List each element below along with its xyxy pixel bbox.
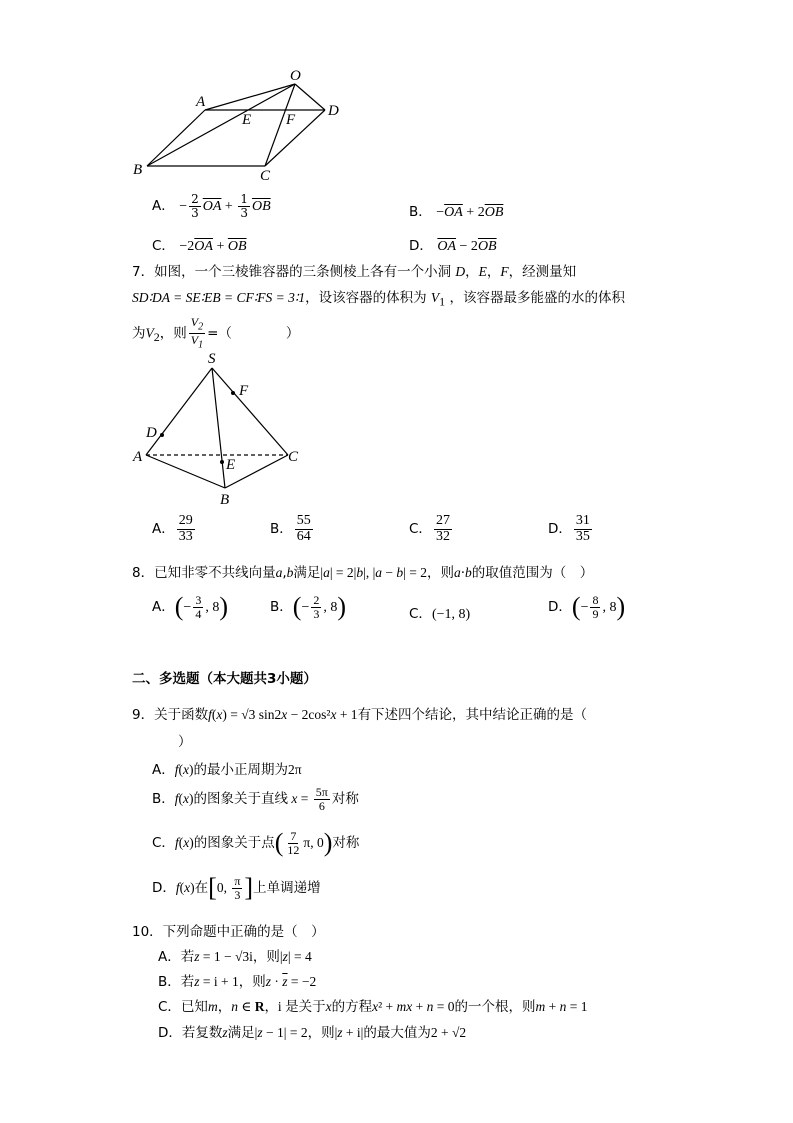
q9-stem: 9．关于函数f(x) = √3 sin2x − 2cos²x + 1有下述四个结论，其中结论正确的是（ xyxy=(132,707,588,723)
parallelogram-figure xyxy=(128,66,348,186)
q7-stem-line1: 7．如图，一个三棱锥容器的三条侧棱上各有一个小洞 D，E，F，经测量知 xyxy=(132,264,577,280)
label-B2: B xyxy=(220,492,230,508)
q8-option-d[interactable]: D．(− $\frac{8}{9}$ , 8) xyxy=(548,592,626,622)
q8-option-b[interactable]: B．(− $\frac{2}{3}$ , 8) xyxy=(270,592,347,622)
section-title: 二、多选题（本大题共3小题） xyxy=(132,671,317,687)
q9-option-b[interactable]: B．f(x)的图象关于直线 x = $\frac{5\pi}{6}$ 对称 xyxy=(152,785,359,813)
label-A: A xyxy=(196,94,206,110)
label-F2: F xyxy=(239,383,249,399)
q6-option-c[interactable]: C． $-2\overline{OA} + \overline{OB}$ xyxy=(152,238,247,254)
q9-option-a[interactable]: A．f(x)的最小正周期为2π xyxy=(152,762,302,778)
label-A2: A xyxy=(133,449,143,465)
label-D: D xyxy=(328,103,339,119)
q10-stem: 10．下列命题中正确的是（ ） xyxy=(132,924,325,940)
q9-option-c[interactable]: C．f(x)的图象关于点( $\frac{7}{12}$ π, 0)对称 xyxy=(152,828,360,858)
q8-option-a[interactable]: A．(− $\frac{3}{4}$ , 8) xyxy=(152,592,228,622)
q6-option-d[interactable]: D． $\overline{OA} - 2\overline{OB}$ xyxy=(409,238,497,254)
q9-stem-tail: ） xyxy=(178,734,192,750)
q6-option-b[interactable]: B． $-\overline{OA} + 2\overline{OB}$ xyxy=(409,204,504,220)
label-S: S xyxy=(208,351,216,367)
label-D2: D xyxy=(146,425,157,441)
q9-option-d[interactable]: D．f(x)在[0, $\frac{\pi}{3}$ ]上单调递增 xyxy=(152,873,321,903)
q10-option-c[interactable]: C．已知m，n ∈ R，i 是关于x的方程x² + mx + n = 0的一个根，则m + n = 1 xyxy=(158,999,588,1015)
q10-option-d[interactable]: D．若复数z满足|z − 1| = 2，则|z + i|的最大值为2 + √2 xyxy=(158,1025,467,1041)
q8-option-c[interactable]: C．(−1, 8) xyxy=(409,606,471,622)
label-C2: C xyxy=(288,449,299,465)
q8-stem: 8．已知非零不共线向量a,b满足|a| = 2|b|, |a − b| = 2，则a·b的取值范围为（ ） xyxy=(132,565,594,581)
q7-stem-line2: SD∶DA = SE∶EB = CF∶FS = 3∶1，设该容器的体积为 $V_1$ ，该容器最多能盛的水的体积 xyxy=(132,290,625,309)
q7-option-c[interactable]: C． $\frac{27}{32}$ xyxy=(409,513,450,544)
q7-option-d[interactable]: D． $\frac{31}{35}$ xyxy=(548,513,590,544)
label-B: B xyxy=(133,162,143,178)
q7-option-b[interactable]: B． $\frac{55}{64}$ xyxy=(270,513,311,544)
label-C: C xyxy=(260,168,271,184)
label-O: O xyxy=(290,68,301,84)
q10-option-a[interactable]: A．若z = 1 − √3i，则|z| = 4 xyxy=(158,949,312,965)
q6-option-a[interactable]: A． − $\frac{2}{3}$ $\overline{OA}$ + $\frac{1}{3}$ $\overline{OB}$ xyxy=(152,192,271,220)
label-E: E xyxy=(242,112,252,128)
q7-option-a[interactable]: A． $\frac{29}{33}$ xyxy=(152,513,193,544)
q10-option-b[interactable]: B．若z = i + 1，则$z \cdot \overline{z} = -2$ xyxy=(158,974,317,990)
q7-stem-line3: 为$V_2$，则 $\frac{V_2}{V_1}$ =（ ） xyxy=(132,315,300,351)
label-E2: E xyxy=(226,457,236,473)
label-F: F xyxy=(286,112,296,128)
tetrahedron-figure xyxy=(130,348,310,508)
